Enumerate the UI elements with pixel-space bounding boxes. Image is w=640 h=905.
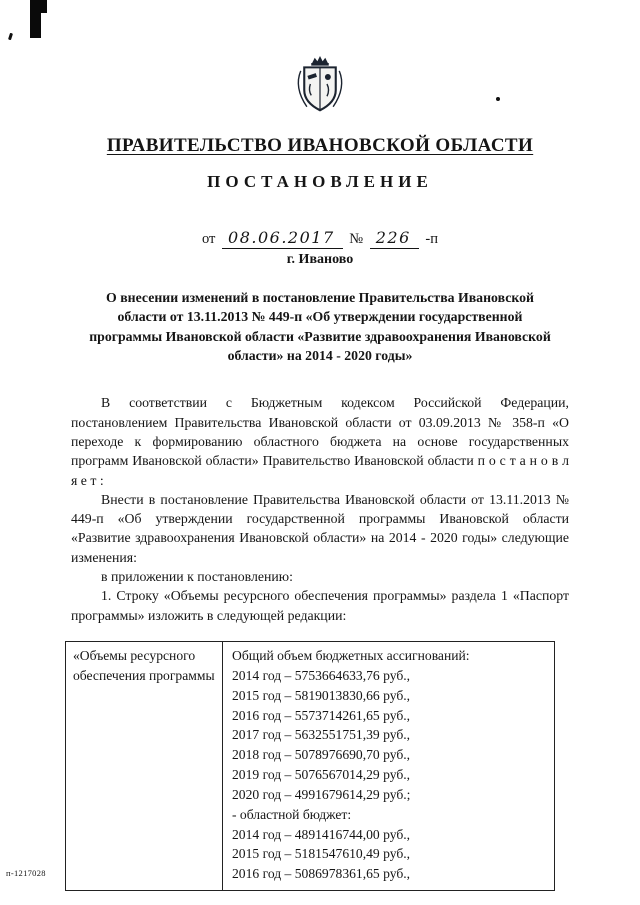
body-paragraph: В соответствии с Бюджетным кодексом Российской Федерации, постановлением Правительства Ивановской области от 03.09.2013 № 358-п «О переходе к формированию областного бюджета на основе государственных программ Ивановской области» Правительство Ивановской области п о с т а н о в л я е т : bbox=[71, 395, 569, 488]
scan-corner-mark bbox=[30, 0, 41, 38]
scan-dot-mark bbox=[496, 97, 500, 101]
number-sign-label: № bbox=[349, 231, 364, 247]
funding-line: 2016 год – 5086978361,65 руб., bbox=[232, 866, 411, 882]
funding-table bbox=[65, 641, 555, 891]
authority-title: ПРАВИТЕЛЬСТВО ИВАНОВСКОЙ ОБЛАСТИ bbox=[106, 135, 534, 156]
date-number-line bbox=[0, 228, 640, 249]
funding-line: 2014 год – 5753664633,76 руб., bbox=[232, 667, 411, 683]
date-slot bbox=[222, 228, 343, 249]
funding-line: 2018 год – 5078976690,70 руб., bbox=[232, 747, 411, 763]
table-row bbox=[66, 642, 555, 891]
funding-line: 2015 год – 5181547610,49 руб., bbox=[232, 846, 411, 862]
coat-of-arms-container bbox=[0, 0, 640, 119]
body-paragraph: Внести в постановление Правительства Ивановской области от 13.11.2013 № 449-п «Об утверждении государственной программы Ивановской области «Развитие здравоохранения Ивановской области» на 2014 - 2020 годы» следующие изменения: bbox=[71, 491, 569, 565]
funding-line: Общий объем бюджетных ассигнований: bbox=[232, 648, 470, 663]
funding-line: 2015 год – 5819013830,66 руб., bbox=[232, 687, 411, 703]
coat-of-arms-icon bbox=[292, 101, 348, 118]
number-slot bbox=[370, 228, 419, 249]
body-paragraph: в приложении к постановлению: bbox=[101, 569, 293, 585]
funding-line: 2019 год – 5076567014,29 руб., bbox=[232, 767, 411, 783]
funding-line: - областной бюджет: bbox=[232, 806, 352, 822]
date-value: 08.06.2017 bbox=[228, 228, 335, 247]
document-subject: О внесении изменений в постановление Правительства Ивановской области от 13.11.2013 № 449-п «Об утверждении государственной программы Ивановской области «Развитие здравоохранения Ивановской области» на 2014 - 2020 годы» bbox=[89, 290, 551, 363]
table-cell-funding-values bbox=[223, 642, 555, 891]
body-paragraph: 1. Строку «Объемы ресурсного обеспечения программы» раздела 1 «Паспорт программы» изложить в следующей редакции: bbox=[71, 588, 569, 623]
funding-line: 2017 год – 5632551751,39 руб., bbox=[232, 727, 411, 743]
date-prefix-label: от bbox=[202, 231, 216, 247]
funding-line: 2016 год – 5573714261,65 руб., bbox=[232, 707, 411, 723]
number-value: 226 bbox=[375, 228, 411, 247]
table-cell-program-label: «Объемы ресурсного обеспечения программы bbox=[66, 642, 223, 891]
document-type-heading: ПОСТАНОВЛЕНИЕ bbox=[207, 172, 433, 191]
funding-line: 2020 год – 4991679614,29 руб.; bbox=[232, 786, 411, 802]
city-label: г. Иваново bbox=[286, 252, 354, 267]
footer-reference-code: п-1217028 bbox=[6, 868, 46, 878]
number-suffix-label: -п bbox=[425, 231, 438, 247]
funding-line: 2014 год – 4891416744,00 руб., bbox=[232, 826, 411, 842]
document-body bbox=[71, 393, 569, 625]
